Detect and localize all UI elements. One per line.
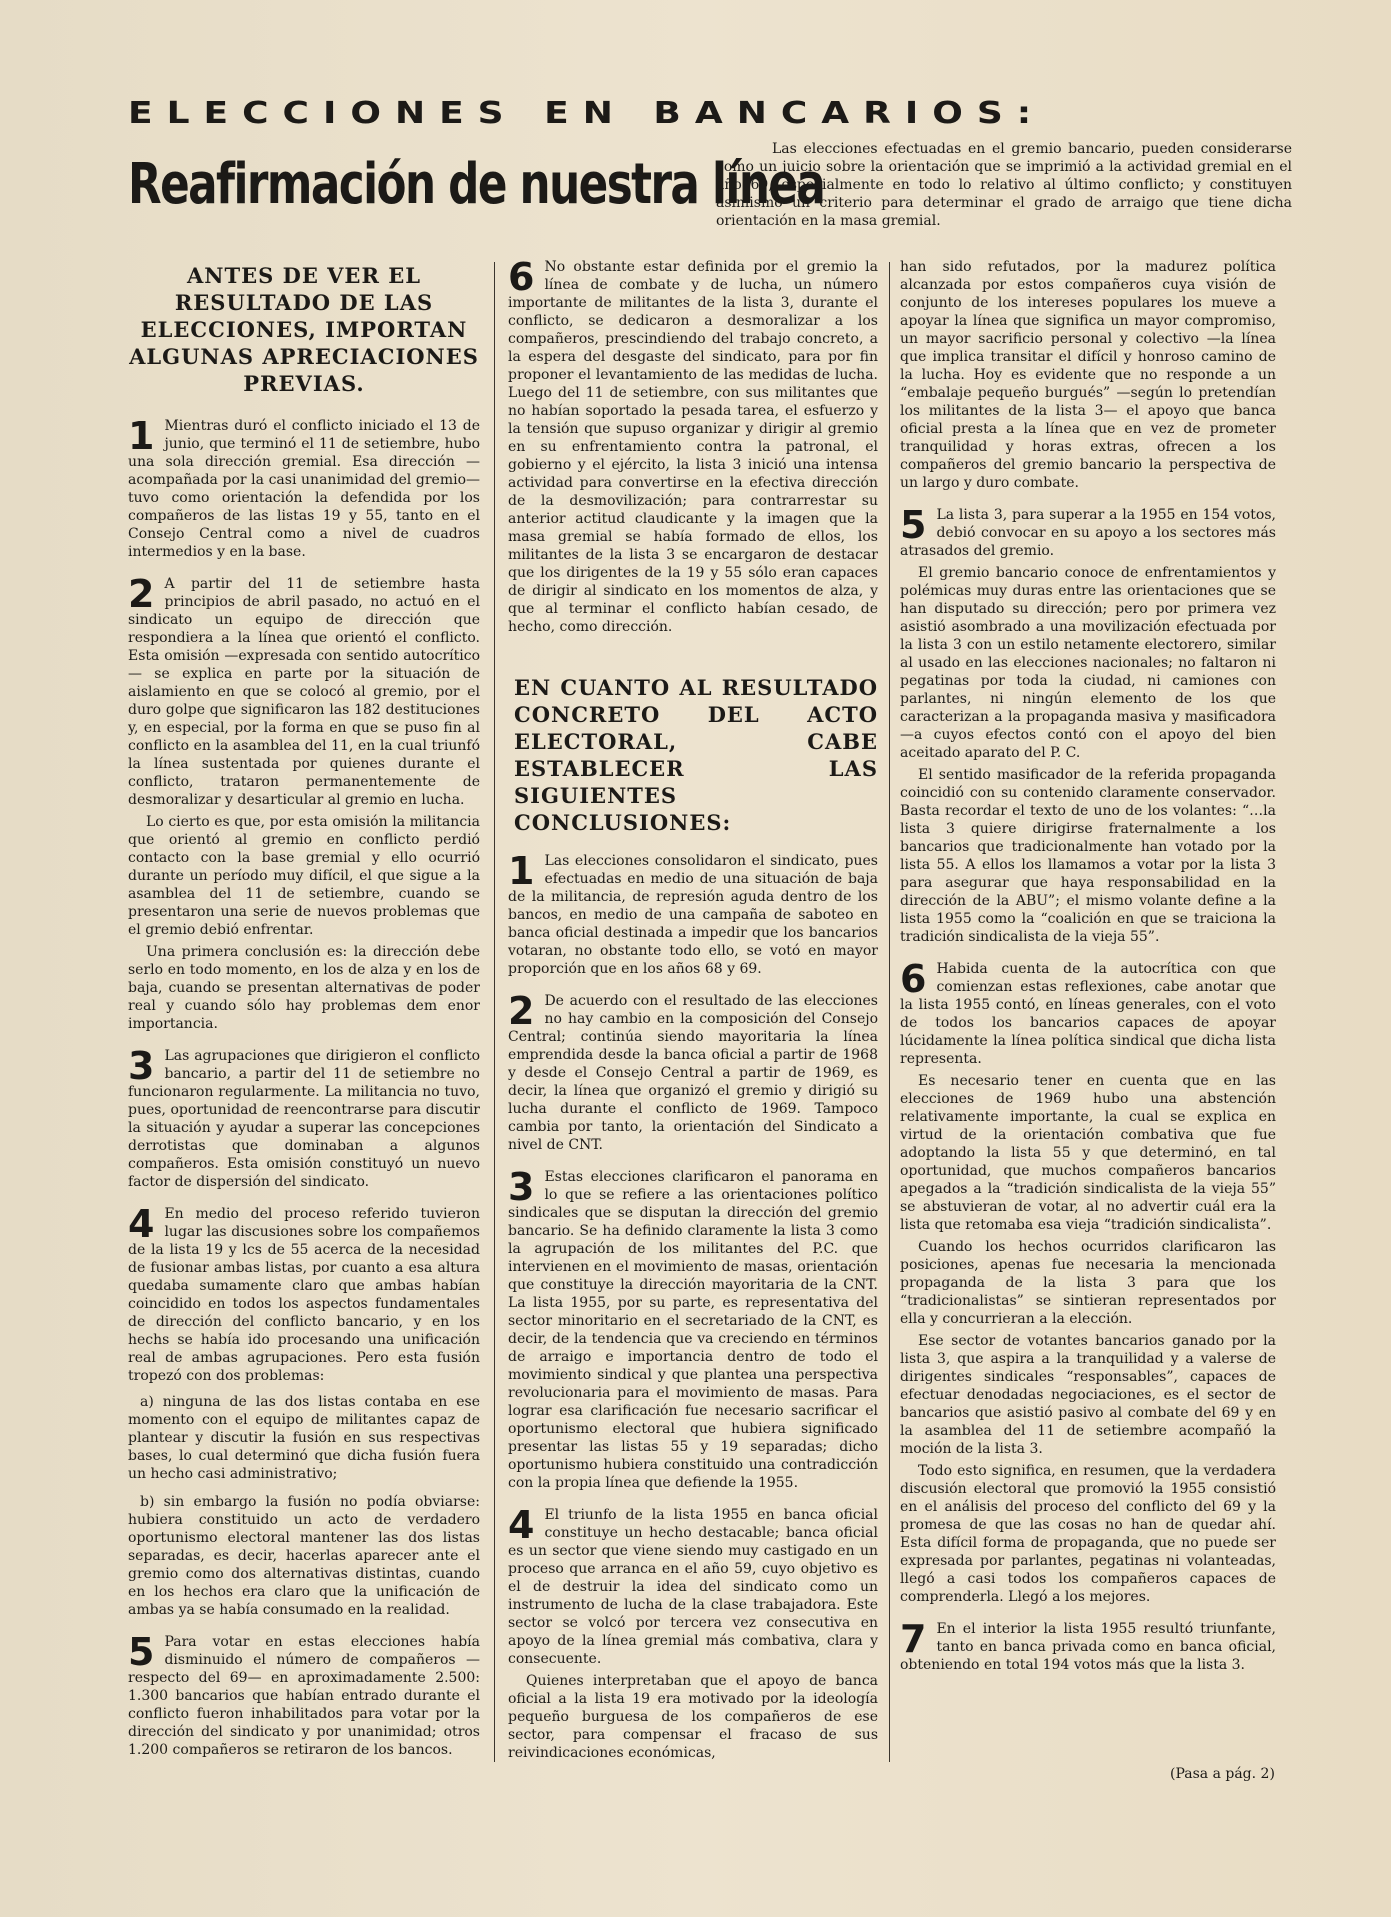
column-3 [900, 258, 1276, 1688]
paragraph: Quienes interpretaban que el apoyo de banca oficial a la lista 19 era motivado por la ideología pequeño burguesa de los compañeros de ese sector, para compensar el fracaso de sus reivindicaciones económicas, [508, 1673, 878, 1761]
continued-note: (Pasa a pág. 2) [1170, 1766, 1275, 1782]
paragraph-text: En el interior la lista 1955 resultó triunfante, tanto en banca privada como en banca oficial, obteniendo en total 194 votos más que la lista 3. [900, 1621, 1276, 1673]
numbered-paragraph [128, 414, 480, 561]
paragraph-text: En medio del proceso referido tuvieron lugar las discusiones sobre los compañemos de la lista 19 y lcs de 55 acerca de la necesidad de fusionar ambas listas, por cuanto a esa altura quedaba sumamente claro que ambas habían coincidido en todos los aspectos fundamentales de dirección del conflicto bancario, y en los hechs se había ido procesando una unificación real de ambas agrupaciones. Pero esta fusión tropezó con dos problemas: [128, 1206, 480, 1384]
paragraph: Es necesario tener en cuenta que en las elecciones de 1969 hubo una abstención relativamente importante, la cual se explica en virtud de la orientación combativa que fue adoptando la lista 55 y que determinó, en tal oportunidad, que muchos compañeros bancarios apegados a la “tradición sindicalista de la vieja 55” se abstuvieran de votar, al no advertir cuál era la lista que retomaba esa vieja “tradición sindicalista”. [900, 1073, 1276, 1233]
numbered-paragraph [128, 1044, 480, 1191]
column-2 [508, 255, 878, 1766]
numbered-paragraph [900, 503, 1276, 560]
paragraph-text: Habida cuenta de la autocrítica con que comienzan estas reflexiones, cabe anotar que la lista 1955 contó, en líneas generales, con el voto de todos los bancarios capaces de apoyar lúcidamente la línea política sindical que dicha lista representa. [900, 961, 1276, 1067]
headline: Reafirmación de nuestra línea [128, 152, 825, 217]
paragraph-number: 3 [128, 1044, 155, 1088]
numbered-paragraph [128, 1630, 480, 1759]
paragraph-number: 6 [900, 957, 927, 1001]
paragraph-text: Estas elecciones clarificaron el panorama en lo que se refiere a las orientaciones político sindicales que se disputan la dirección del gremio bancario. Se ha definido claramente la lista 3 como la agrupación de los militantes del P.C. que intervienen en el movimiento de masas, orientación que constituye la dirección mayoritaria de la CNT. La lista 1955, por su parte, es representativa del sector minoritario en el secretariado de la CNT, es decir, de la tendencia que va creciendo en términos de arraigo e importancia dentro de todo el movimiento sindical y que plantea una perspectiva revolucionaria para el movimiento de masas. Para lograr esa clarificación fue necesario sacrificar el oportunismo electoral que hubiera significado presentar las listas 55 y 19 separadas; dicho oportunismo hubiera constituido una contradicción con la propia línea que defiende la 1955. [508, 1169, 878, 1491]
numbered-paragraph [508, 989, 878, 1154]
column-rule [889, 262, 890, 1762]
paragraph-number: 3 [508, 1165, 535, 1209]
paragraph-number: 4 [128, 1202, 155, 1246]
paragraph: Todo esto significa, en resumen, que la verdadera discusión electoral que promovió la 1955 consistió en el análisis del proceso del conflicto del 69 y la promesa de que las cosas no han de quedar ahí. Esta difícil forma de propaganda, que no puede ser expresada por parlantes, pegatinas ni volanteadas, llegó a casi todos los compañeros capaces de comprenderla. Llegó a los mejores. [900, 1463, 1276, 1605]
paragraph-text: Para votar en estas elecciones había disminuido el número de compañeros —respecto del 69— en aproximadamente 2.500: 1.300 bancarios que habían entrado durante el conflicto fueron inhabilitados para votar por la dirección del sindicato y por unanimidad; otros 1.200 compañeros se retiraron de los bancos. [128, 1634, 480, 1758]
masthead: ELECCIONES EN BANCARIOS: [128, 96, 1046, 131]
paragraph-number: 4 [508, 1503, 535, 1547]
paragraph-text: De acuerdo con el resultado de las elecciones no hay cambio en la composición del Consejo Central; continúa siendo mayoritaria la línea emprendida desde la banca oficial a partir de 1968 y desde el Consejo Central a partir de 1969, es decir, la línea que organizó el gremio y dirigió su lucha durante el conflicto de 1969. Tampoco cambia por tanto, la orientación del Sindicato a nivel de CNT. [508, 993, 878, 1153]
sub-point-b: b) sin embargo la fusión no podía obviarse: hubiera constituido un acto de verdadero oportunismo electoral mantener las dos listas separadas, es decir, hacerlas aparecer ante el gremio como dos alternativas distintas, cuando en los hechos era claro que la unificación de ambas ya se había consumado en la realidad. [128, 1494, 480, 1618]
paragraph-number: 5 [128, 1630, 155, 1674]
section-heading: EN CUANTO AL RESULTADO CONCRETO DEL ACTO ELECTORAL, CABE ESTABLECER LAS SIGUIENTES CONCLUSIONES: [514, 675, 878, 835]
numbered-paragraph [508, 1165, 878, 1492]
sub-point-a: a) ninguna de las dos listas contaba en ese momento con el equipo de militantes capaz de plantear y discutir la fusión en sus respectivas bases, lo cual determinó que dicha fusión fuera un hecho casi administrativo; [128, 1394, 480, 1482]
column-1 [128, 258, 480, 1773]
numbered-paragraph [508, 849, 878, 978]
column-rule [494, 262, 495, 1762]
numbered-paragraph [128, 1202, 480, 1385]
numbered-paragraph [900, 957, 1276, 1068]
paragraph: Una primera conclusión es: la dirección debe serlo en todo momento, en los de alza y en los de baja, cuando se presentan alternativas de poder real y cuando sólo hay problemas dem enor importancia. [128, 944, 480, 1032]
numbered-paragraph [508, 255, 878, 636]
paragraph: Cuando los hechos ocurridos clarificaron las posiciones, apenas fue necesaria la mencionada propaganda de la lista 3 para que los “tradicionalistas” se sintieran representados por ella y concurrieran a la elección. [900, 1239, 1276, 1327]
intro-paragraph: Las elecciones efectuadas en el gremio bancario, pueden considerarse como un juicio sobre la orientación que se imprimió a la actividad gremial en el año 69, especialmente en todo lo relativo al último conflicto; y constituyen asimismo un criterio para determinar el grado de arraigo que tiene dicha orientación en la masa gremial. [716, 141, 1292, 229]
paragraph: Lo cierto es que, por esta omisión la militancia que orientó al gremio en conflicto perdió contacto con la base gremial y ello ocurrió durante un período muy difícil, el que sigue a la asamblea del 11 de setiembre, cuando se presentaron una serie de nuevos problemas que el gremio debió enfrentar. [128, 814, 480, 938]
numbered-paragraph [508, 1503, 878, 1668]
paragraph-number: 5 [900, 503, 927, 547]
numbered-paragraph [128, 572, 480, 809]
section-heading: ANTES DE VER EL RESULTADO DE LAS ELECCIONES, IMPORTAN ALGUNAS APRECIACIONES PREVIAS. [129, 263, 479, 396]
paragraph: han sido refutados, por la madurez política alcanzada por estos compañeros cuya visión de conjunto de los intereses populares los mueve a apoyar la línea que significa un mayor compromiso, un mayor sacrificio personal y colectivo —la línea que implica transitar el difícil y honroso camino de la lucha. Hoy es evidente que no responde a un “embalaje pequeño burgués” —según lo pretendían los militantes de la lista 3— el apoyo que banca oficial presta a la línea que en vez de prometer tranquilidad y horas extras, ofrecen a los compañeros del gremio bancario la perspectiva de un largo y duro combate. [900, 259, 1276, 491]
paragraph-text: Las elecciones consolidaron el sindicato, pues efectuadas en medio de una situación de baja de la militancia, de represión aguda dentro de los bancos, en medio de una campaña de saboteo en banca oficial destinada a impedir que los bancarios votaran, no obstante todo ello, se votó en mayor proporción que en los años 68 y 69. [508, 853, 878, 977]
paragraph-number: 7 [900, 1617, 927, 1661]
paragraph-text: La lista 3, para superar a la 1955 en 154 votos, debió convocar en su apoyo a los sectores más atrasados del gremio. [900, 507, 1276, 559]
paragraph-number: 6 [508, 255, 535, 299]
numbered-paragraph [900, 1617, 1276, 1674]
paragraph-text: A partir del 11 de setiembre hasta principios de abril pasado, no actuó en el sindicato un equipo de dirección que respondiera a la línea que orientó el conflicto. Esta omisión —expresada con sentido autocrítico— se explica en parte por la situación de aislamiento en que se colocó al gremio, por el duro golpe que significaron las 182 destituciones y, en especial, por la forma en que se puso fin al conflicto en la asamblea del 11, en la cual triunfó la línea sustentada por quienes durante el conflicto, trataron permanentemente de desmoralizar y desarticular al gremio en lucha. [128, 576, 480, 808]
paragraph-number: 1 [508, 849, 535, 893]
paragraph: El gremio bancario conoce de enfrentamientos y polémicas muy duras entre las orientaciones que se han disputado su dirección; pero por primera vez asistió asombrado a una movilización efectuada por la lista 3 con un estilo netamente electorero, similar al usado en las elecciones nacionales; no faltaron ni pegatinas por toda la ciudad, ni camiones con parlantes, ni ningún elemento de los que caracterizan a la propaganda masiva y masificadora —a cuyos efectos contó con el apoyo del bien aceitado aparato del P. C. [900, 565, 1276, 761]
paragraph-text: Mientras duró el conflicto iniciado el 13 de junio, que terminó el 11 de setiembre, hubo una sola dirección gremial. Esa dirección —acompañada por la casi unanimidad del gremio— tuvo como orientación la defendida por los compañeros de las listas 19 y 55, tanto en el Consejo Central como a nivel de cuadros intermedios y en la base. [128, 418, 480, 560]
paragraph-text: El triunfo de la lista 1955 en banca oficial constituye un hecho destacable; banca oficial es un sector que viene siendo muy castigado en un proceso que arranca en el año 59, cuyo objetivo es el de destruir la idea del sindicato como un instrumento de lucha de la clase trabajadora. Este sector se volcó por tercera vez consecutiva en apoyo de la línea gremial más combativa, clara y consecuente. [508, 1507, 878, 1667]
paragraph-text: Las agrupaciones que dirigieron el conflicto bancario, a partir del 11 de setiembre no funcionaron regularmente. La militancia no tuvo, pues, oportunidad de reencontrarse para discutir la situación y ayudar a superar las concepciones derrotistas que dominaban a algunos compañeros. Esta omisión constituyó un nuevo factor de dispersión del sindicato. [128, 1048, 480, 1190]
paragraph-text: No obstante estar definida por el gremio la línea de combate y de lucha, un número importante de militantes de la lista 3, durante el conflicto, se dedicaron a desmoralizar a los compañeros, prescindiendo del trabajo concreto, a la espera del desgaste del sindicato, para por fin proponer el levantamiento de las medidas de lucha. Luego del 11 de setiembre, con sus militantes que no habían soportado la pesada tarea, el esfuerzo y la tensión que supuso organizar y dirigir al gremio en su enfrentamiento contra la patronal, el gobierno y el ejército, la lista 3 inició una intensa actividad para convertirse en la efectiva dirección de la desmovilización; para contrarrestar su anterior actitud claudicante y la imagen que la masa gremial se había formado de ellos, los militantes de la lista 3 se encargaron de destacar que los dirigentes de la 19 y 55 sólo eran capaces de dirigir al sindicato en los momentos de alza, y que al terminar el conflicto habían cesado, de hecho, como dirección. [508, 259, 878, 635]
paragraph: El sentido masificador de la referida propaganda coincidió con su contenido claramente conservador. Basta recordar el texto de uno de los volantes: “…la lista 3 quiere dirigirse fraternalmente a los bancarios que tradicionalmente han votado por la lista 55. A ellos los llamamos a votar por la lista 3 para asegurar que haya responsabilidad en la dirección de la ABU”; el mismo volante define a la lista 1955 como la “coalición en que se traiciona la tradición sindicalista de la vieja 55”. [900, 767, 1276, 945]
paragraph-number: 2 [508, 989, 535, 1033]
paragraph: Ese sector de votantes bancarios ganado por la lista 3, que aspira a la tranquilidad y a valerse de dirigentes sindicales “responsables”, capaces de efectuar denodadas negociaciones, es el sector de bancarios que asistió pasivo al combate del 69 y en la asamblea del 11 de setiembre acompañó la moción de la lista 3. [900, 1333, 1276, 1457]
paragraph-number: 1 [128, 414, 155, 458]
paragraph-number: 2 [128, 572, 155, 616]
